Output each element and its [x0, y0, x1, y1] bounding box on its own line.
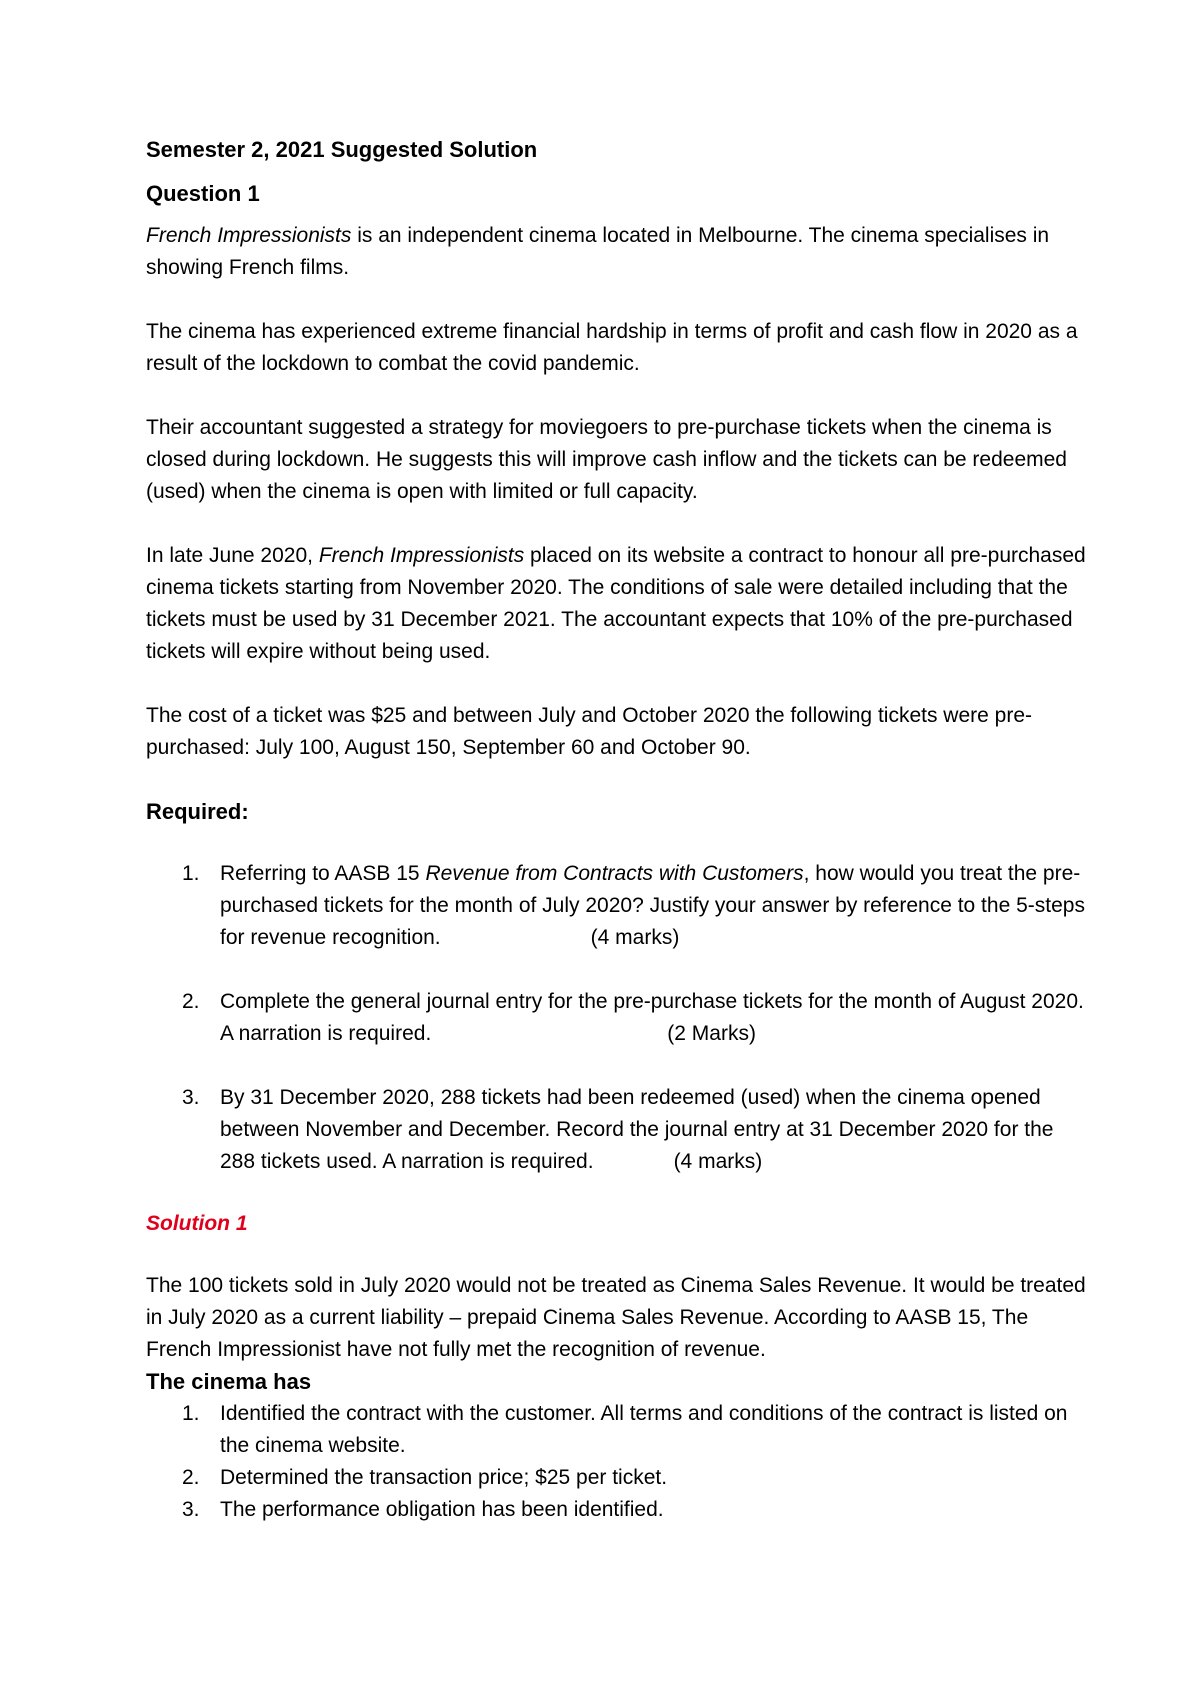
cinema-name: French Impressionists — [318, 544, 525, 567]
paragraph-intro-text: is an independent cinema located in Melbourne. The cinema specialises in showing French films. — [146, 224, 1050, 279]
required-item — [146, 1082, 1086, 1178]
solution-list — [146, 1398, 1086, 1526]
paragraph-contract-start: In late June 2020, — [146, 544, 319, 567]
required-heading: Required: — [146, 799, 249, 824]
solution-item — [146, 1494, 1086, 1526]
solution-item-text: The performance obligation has been identified. — [220, 1498, 664, 1521]
required-item-text — [220, 1082, 1086, 1178]
marks-label: (4 marks) — [673, 1150, 763, 1173]
required-item-text — [220, 986, 1086, 1050]
required-item-text-start: Referring to AASB 15 — [220, 862, 426, 885]
required-item — [146, 986, 1086, 1050]
required-item-text-start: Complete the general journal entry for the pre-purchase tickets for the month of August 2020. A narration is required. — [220, 990, 1084, 1045]
list-number: 1. — [182, 1402, 200, 1425]
marks-label: (4 marks) — [590, 926, 680, 949]
list-number: 3. — [182, 1498, 200, 1521]
solution-item-text: Identified the contract with the customer. All terms and conditions of the contract is listed on the cinema website. — [220, 1402, 1068, 1457]
paragraph-intro — [146, 220, 1086, 284]
solution-item — [146, 1462, 1086, 1494]
solution-item — [146, 1398, 1086, 1462]
list-number: 2. — [182, 1466, 200, 1489]
list-number: 2. — [182, 990, 200, 1013]
paragraph-contract-rest: placed on its website a contract to honour all pre-purchased cinema tickets starting from November 2020. The conditions of sale were detailed including that the tickets must be used by 31 December 2021. The accountant expects that 10% of the pre-purchased tickets will expire without being used. — [146, 544, 1086, 663]
question-heading: Question 1 — [146, 181, 260, 206]
cinema-name: French Impressionists — [146, 224, 352, 247]
document-content — [146, 134, 1086, 1526]
marks-label: (2 Marks) — [667, 1022, 756, 1045]
list-number: 1. — [182, 862, 200, 885]
required-item — [146, 858, 1086, 954]
standard-title: Revenue from Contracts with Customers — [425, 862, 804, 885]
solution-paragraph: The 100 tickets sold in July 2020 would not be treated as Cinema Sales Revenue. It would be treated in July 2020 as a current liability – prepaid Cinema Sales Revenue. According to AASB 15, The French Impressionist have not fully met the recognition of revenue. — [146, 1274, 1086, 1361]
list-number: 3. — [182, 1086, 200, 1109]
solution-heading: Solution 1 — [146, 1212, 248, 1235]
paragraph-hardship: The cinema has experienced extreme financial hardship in terms of profit and cash flow in 2020 as a result of the lockdown to combat the covid pandemic. — [146, 320, 1078, 375]
paragraph-contract — [146, 540, 1086, 668]
paragraph-strategy: Their accountant suggested a strategy for moviegoers to pre-purchase tickets when the cinema is closed during lockdown. He suggests this will improve cash inflow and the tickets can be redeemed (used) when the cinema is open with limited or full capacity. — [146, 416, 1067, 503]
required-item-text-start: By 31 December 2020, 288 tickets had been redeemed (used) when the cinema opened between November and December. Record the journal entry at 31 December 2020 for the 288 tickets used. A narration is required. — [220, 1086, 1054, 1173]
solution-item-text: Determined the transaction price; $25 per ticket. — [220, 1466, 668, 1489]
required-item-text — [220, 858, 1086, 954]
required-list — [146, 858, 1086, 1178]
cinema-has-heading: The cinema has — [146, 1369, 312, 1394]
paragraph-ticket-cost: The cost of a ticket was $25 and between July and October 2020 the following tickets were pre-purchased: July 100, August 150, September 60 and October 90. — [146, 704, 1032, 759]
required-item-text-rest: , how would you treat the pre-purchased tickets for the month of July 2020? Justify your answer by reference to the 5-steps for revenue recognition. — [220, 862, 1085, 949]
document-title: Semester 2, 2021 Suggested Solution — [146, 137, 538, 162]
